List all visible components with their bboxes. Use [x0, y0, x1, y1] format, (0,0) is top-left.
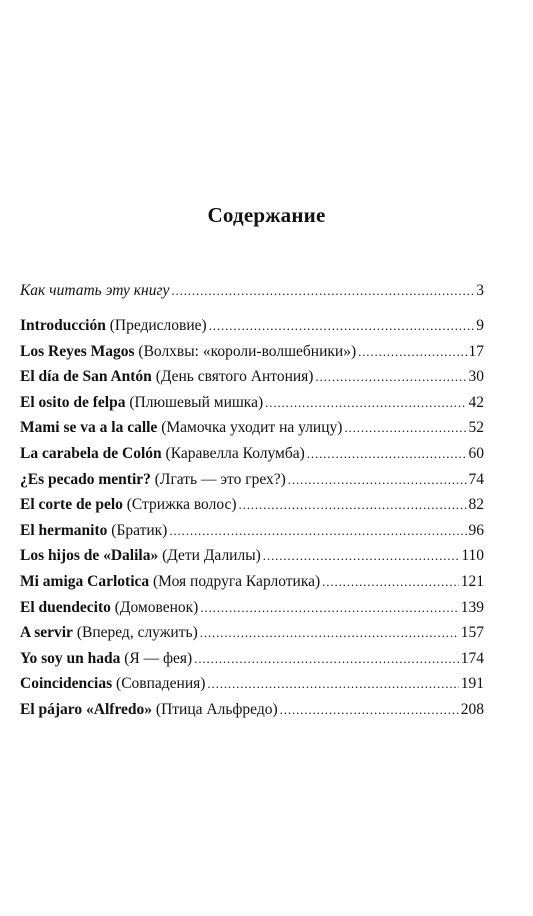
toc-entry-title-ru: (Моя подруга Карлотика): [153, 572, 321, 590]
toc-entry-title-es: Yo soy un hada: [20, 649, 121, 667]
toc-entry-page: 110: [461, 547, 484, 565]
toc-entry-title-es: El corte de pelo: [20, 496, 123, 514]
toc-entry: [20, 419, 484, 445]
toc-entry: [20, 471, 484, 497]
leader-dots: [263, 547, 460, 565]
toc-entry-title-es: El día de San Antón: [20, 368, 152, 386]
toc-entry-title-es: El pájaro «Alfredo»: [20, 700, 153, 718]
toc-entry-title-ru: (Я — фея): [124, 649, 193, 667]
toc-entry: [20, 701, 484, 727]
toc-entry-title-es: Mami se va a la calle: [20, 419, 158, 437]
toc-entry: [20, 317, 484, 343]
leader-dots: [207, 675, 458, 693]
toc-entry-title-ru: (Птица Альфредо): [155, 700, 278, 718]
toc-entry: [20, 650, 484, 676]
toc-entry-title-ru: (Мамочка уходит на улицу): [161, 419, 343, 437]
toc-entry-title-ru: (Дети Далилы): [162, 547, 261, 565]
intro-list: [20, 282, 484, 308]
toc-entry-title-es: Los Reyes Magos: [20, 342, 135, 360]
leader-dots: [209, 317, 475, 335]
toc-entry-title-es: ¿Es pecado mentir?: [20, 470, 151, 488]
leader-dots: [322, 573, 459, 591]
toc-entry-label: Как читать эту книгу: [20, 282, 170, 299]
toc-entry-title-ru: (Волхвы: «короли-волшебники»): [138, 342, 357, 360]
leader-dots: [265, 394, 466, 412]
toc-entry-title-ru: (Совпадения): [116, 675, 206, 693]
toc-list: [20, 317, 484, 727]
leader-dots: [280, 701, 459, 719]
toc-entry-title-ru: (Вперед, служить): [76, 624, 198, 642]
toc-entry-title-es: La carabela de Colón: [20, 444, 162, 462]
toc-entry-title-es: Coincidencias: [20, 675, 113, 693]
toc-entry: [20, 368, 484, 394]
toc-entry-title-ru: (День святого Антония): [155, 368, 314, 386]
toc-entry-page: 60: [468, 444, 484, 462]
toc-entry-page: 157: [460, 624, 484, 642]
toc-entry-title-es: Mi amiga Carlotica: [20, 572, 150, 590]
leader-dots: [358, 343, 466, 361]
toc-entry-title-es: El hermanito: [20, 521, 108, 539]
toc-entry-title-es: Introducción: [20, 317, 106, 334]
leader-dots: [200, 599, 458, 617]
toc-entry-page: 208: [460, 700, 484, 718]
leader-dots: [194, 650, 459, 668]
toc-entry-title-ru: (Предисловие): [109, 317, 207, 334]
toc-entry: [20, 394, 484, 420]
toc-entry-page: 17: [468, 342, 484, 360]
toc-entry-page: 42: [468, 393, 484, 411]
toc-entry: [20, 445, 484, 471]
toc-entry-page: 174: [460, 649, 484, 667]
toc-entry-title-ru: (Стрижка волос): [126, 496, 237, 514]
toc-entry: [20, 343, 484, 369]
toc-entry: [20, 675, 484, 701]
toc-entry-title-ru: (Плюшевый мишка): [129, 393, 264, 411]
toc-entry-page: 139: [460, 598, 484, 616]
toc-entry: [20, 522, 484, 548]
toc-entry: [20, 496, 484, 522]
leader-dots: [307, 445, 467, 463]
leader-dots: [288, 471, 467, 489]
leader-dots: [344, 419, 466, 437]
leader-dots: [315, 368, 466, 386]
toc-entry-page: 3: [476, 282, 484, 299]
toc-entry-page: 121: [460, 572, 484, 590]
toc-entry-page: 9: [476, 317, 484, 334]
toc-entry: [20, 573, 484, 599]
toc-entry-title-es: Los hijos de «Dalila»: [20, 547, 159, 565]
toc-entry: [20, 547, 484, 573]
leader-dots: [200, 624, 459, 642]
toc-entry-title-es: A servir: [20, 624, 73, 642]
leader-dots: [239, 496, 467, 514]
toc-entry-page: 30: [468, 368, 484, 386]
leader-dots: [169, 522, 466, 540]
toc-entry-page: 74: [468, 470, 484, 488]
toc-entry-title-ru: (Лгать — это грех?): [154, 470, 286, 488]
toc-entry-page: 191: [460, 675, 484, 693]
toc-entry-title-es: El duendecito: [20, 598, 111, 616]
toc-entry-title-es: El osito de felpa: [20, 393, 126, 411]
toc-entry-title-ru: (Каравелла Колумба): [165, 444, 305, 462]
toc-entry: [20, 599, 484, 625]
toc-entry-title-ru: (Братик): [111, 521, 168, 539]
toc-entry-title-ru: (Домовенок): [114, 598, 199, 616]
page-title: Содержание: [207, 203, 326, 227]
leader-dots: [171, 282, 474, 300]
toc-entry-page: 96: [468, 521, 484, 539]
toc-entry-page: 82: [468, 496, 484, 514]
toc-entry-page: 52: [468, 419, 484, 437]
toc-entry: [20, 624, 484, 650]
toc-entry-intro: [20, 282, 484, 308]
